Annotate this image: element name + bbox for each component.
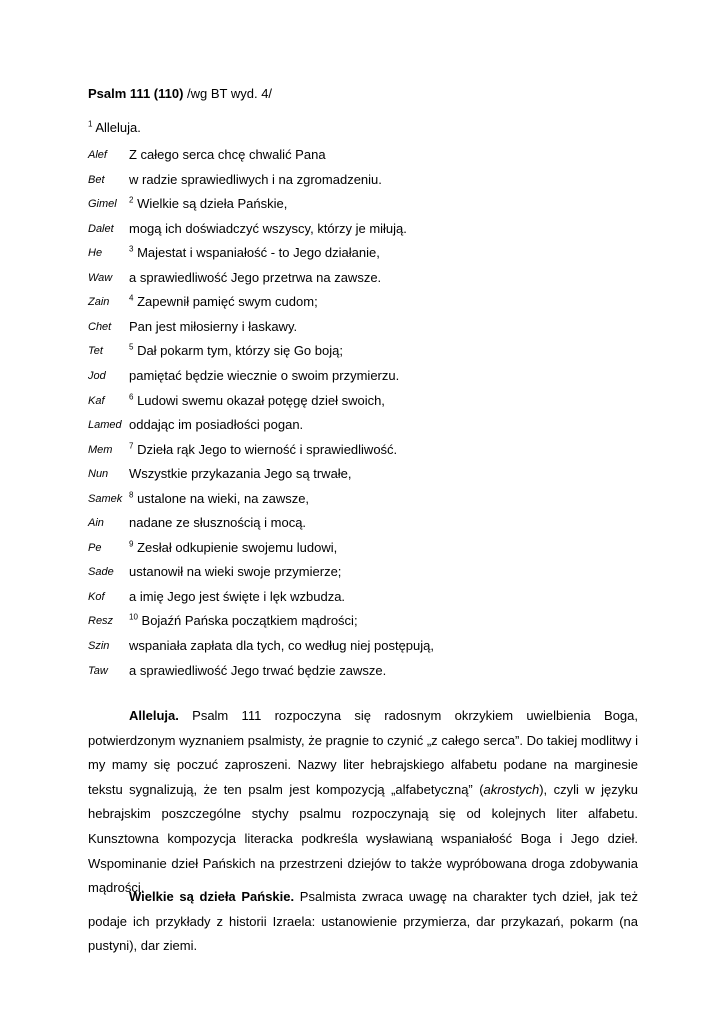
- hebrew-letter-label: Chet: [88, 320, 112, 333]
- hebrew-letter-label: Waw: [88, 271, 113, 284]
- commentary-text: ), czyli w języku hebrajskim poszczególne stychy psalmu rozpoczynają się od kolejnych liter alfabetu. Kunsztowna kompozycja literacka podkreśla wysławianą wspaniałość Boga i Jego dzieł. Wspominanie dzieł Pańskich na przestrzeni dziejów to także wypróbowana droga zdobywania mądrości.: [88, 781, 638, 896]
- verse-number: 1: [88, 119, 93, 129]
- verse-text: [129, 219, 407, 239]
- verse-text: [129, 464, 352, 484]
- verse-body: a imię Jego jest święte i lęk wzbudza.: [129, 588, 346, 604]
- verse-body: mogą ich doświadczyć wszyscy, którzy je miłują.: [129, 220, 407, 236]
- verse-body: ustalone na wieki, na zawsze,: [133, 490, 310, 506]
- verse-row: [88, 464, 638, 484]
- verse-text: [129, 513, 306, 533]
- verse-row: [88, 587, 638, 607]
- verse-row: [88, 489, 638, 509]
- hebrew-letter-label: Taw: [88, 664, 108, 677]
- verse-number: 4: [129, 293, 134, 303]
- hebrew-letter-label: Zain: [88, 296, 110, 309]
- verse-body: Bojaźń Pańska początkiem mądrości;: [137, 613, 358, 629]
- verse-number: 10: [129, 613, 138, 623]
- commentary-paragraph: [88, 885, 638, 959]
- commentary-text: Psalmista zwraca uwagę na charakter tych dzieł, jak też podaje ich przykłady z historii Izraela: ustanowienie przymierza, dar przykazań, pokarm (na pustyni), dar ziemi.: [88, 889, 638, 954]
- verse-row: [88, 341, 638, 361]
- verse-number: 7: [129, 441, 134, 451]
- hebrew-letter-label: Sade: [88, 566, 114, 579]
- verse-row: [88, 366, 638, 386]
- hebrew-letter-label: Resz: [88, 615, 114, 628]
- hebrew-letter-label: Nun: [88, 468, 109, 481]
- commentary-italic: akrostych: [483, 781, 540, 797]
- verse-body: Wszystkie przykazania Jego są trwałe,: [129, 466, 352, 482]
- verse-number: 9: [129, 539, 134, 549]
- hebrew-letter-label: Kof: [88, 590, 105, 603]
- hebrew-letter-label: Jod: [88, 369, 106, 382]
- commentary-lead: Alleluja.: [129, 708, 179, 723]
- psalm-title: [88, 86, 272, 101]
- verse-body: w radzie sprawiedliwych i na zgromadzeniu.: [129, 171, 382, 187]
- verse-row: [88, 194, 638, 214]
- hebrew-letter-label: Gimel: [88, 198, 117, 211]
- verse-body: pamiętać będzie wiecznie o swoim przymierzu.: [129, 367, 400, 383]
- verse-text: [129, 391, 385, 411]
- verse-text: [129, 366, 399, 386]
- verse-text: [129, 587, 345, 607]
- psalm-title-main: Psalm 111 (110): [88, 86, 184, 101]
- hebrew-letter-label: Kaf: [88, 394, 105, 407]
- verse-row: [88, 219, 638, 239]
- verse-number: 2: [129, 195, 134, 205]
- verse-row: [88, 661, 638, 681]
- verse-row: [88, 513, 638, 533]
- verse-row: [88, 562, 638, 582]
- hebrew-letter-label: Szin: [88, 640, 110, 652]
- commentary-lead: Wielkie są dzieła Pańskie.: [129, 889, 295, 904]
- verse-row: [88, 243, 638, 263]
- verse-row: [88, 538, 638, 558]
- verse-text: [129, 341, 343, 361]
- psalm-title-edition: /wg BT wyd. 4/: [183, 86, 273, 101]
- verse-text: [129, 538, 337, 558]
- verse-text: [129, 611, 358, 631]
- verse-body: Wielkie są dzieła Pańskie,: [133, 196, 288, 212]
- hebrew-letter-label: Mem: [88, 443, 113, 456]
- verse-text: [129, 415, 303, 435]
- verse-row: [88, 145, 638, 165]
- hebrew-letter-label: Alef: [88, 149, 107, 161]
- verse-body: a sprawiedliwość Jego przetrwa na zawsze.: [129, 269, 382, 285]
- verse-row: [88, 317, 638, 337]
- verse-row: [88, 415, 638, 435]
- verse-body: Dzieła rąk Jego to wierność i sprawiedliwość.: [133, 441, 398, 457]
- commentary-text: Psalm 111 rozpoczyna się radosnym okrzykiem uwielbienia Boga, potwierdzonym wyznaniem psalmisty, że pragnie to czynić „z całego serca”. Do takiej modlitwy i my mamy się poczuć zaproszeni. Nazwy liter hebrajskiego alfabetu podane na marginesie tekstu sygnalizują, że ten psalm jest kompozycją „alfabetyczną” (: [88, 708, 638, 797]
- verse-text: [129, 243, 380, 263]
- verse-row: [88, 170, 638, 190]
- verse-row: [88, 268, 638, 288]
- intro-text: Alleluja.: [92, 120, 141, 135]
- verse-number: 6: [129, 392, 134, 402]
- verse-body: ustanowił na wieki swoje przymierze;: [129, 564, 342, 580]
- commentary-paragraph: [88, 704, 638, 901]
- hebrew-letter-label: He: [88, 247, 103, 260]
- verse-body: wspaniała zapłata dla tych, co według niej postępują,: [129, 638, 434, 653]
- verse-text: [129, 562, 341, 582]
- verse-text: [129, 440, 397, 460]
- verse-body: Majestat i wspaniałość - to Jego działanie,: [133, 245, 380, 261]
- verse-text: [129, 292, 318, 312]
- verse-body: Z całego serca chcę chwalić Pana: [129, 147, 326, 162]
- verse-row: [88, 292, 638, 312]
- verse-text: [129, 268, 381, 288]
- verse-row: [88, 636, 638, 656]
- verse-text: [129, 194, 287, 214]
- psalm-intro: [88, 120, 141, 135]
- verse-body: oddając im posiadłości pogan.: [129, 417, 304, 433]
- verse-body: Zesłał odkupienie swojemu ludowi,: [133, 539, 338, 555]
- verse-text: [129, 170, 382, 190]
- hebrew-letter-label: Pe: [88, 541, 102, 554]
- hebrew-letter-label: Lamed: [88, 419, 122, 432]
- verse-number: 5: [129, 343, 134, 353]
- hebrew-letter-label: Tet: [88, 345, 103, 358]
- verse-text: [129, 317, 297, 337]
- verse-row: [88, 391, 638, 411]
- verse-text: [129, 636, 434, 656]
- verse-body: nadane ze słusznością i mocą.: [129, 515, 307, 531]
- hebrew-letter-label: Samek: [88, 492, 123, 505]
- verse-body: a sprawiedliwość Jego trwać będzie zawsze.: [129, 662, 387, 678]
- hebrew-letter-label: Ain: [88, 517, 104, 530]
- verse-row: [88, 440, 638, 460]
- hebrew-letter-label: Dalet: [88, 222, 114, 235]
- verse-body: Zapewnił pamięć swym cudom;: [133, 294, 318, 310]
- verse-body: Dał pokarm tym, którzy się Go boją;: [133, 343, 343, 359]
- verse-body: Ludowi swemu okazał potęgę dzieł swoich,: [133, 392, 385, 408]
- verse-text: [129, 145, 326, 165]
- verse-body: Pan jest miłosierny i łaskawy.: [129, 318, 298, 334]
- hebrew-letter-label: Bet: [88, 173, 105, 186]
- verse-number: 3: [129, 244, 134, 254]
- verse-text: [129, 661, 386, 681]
- verse-text: [129, 489, 309, 509]
- verse-number: 8: [129, 490, 134, 500]
- verse-row: [88, 611, 638, 631]
